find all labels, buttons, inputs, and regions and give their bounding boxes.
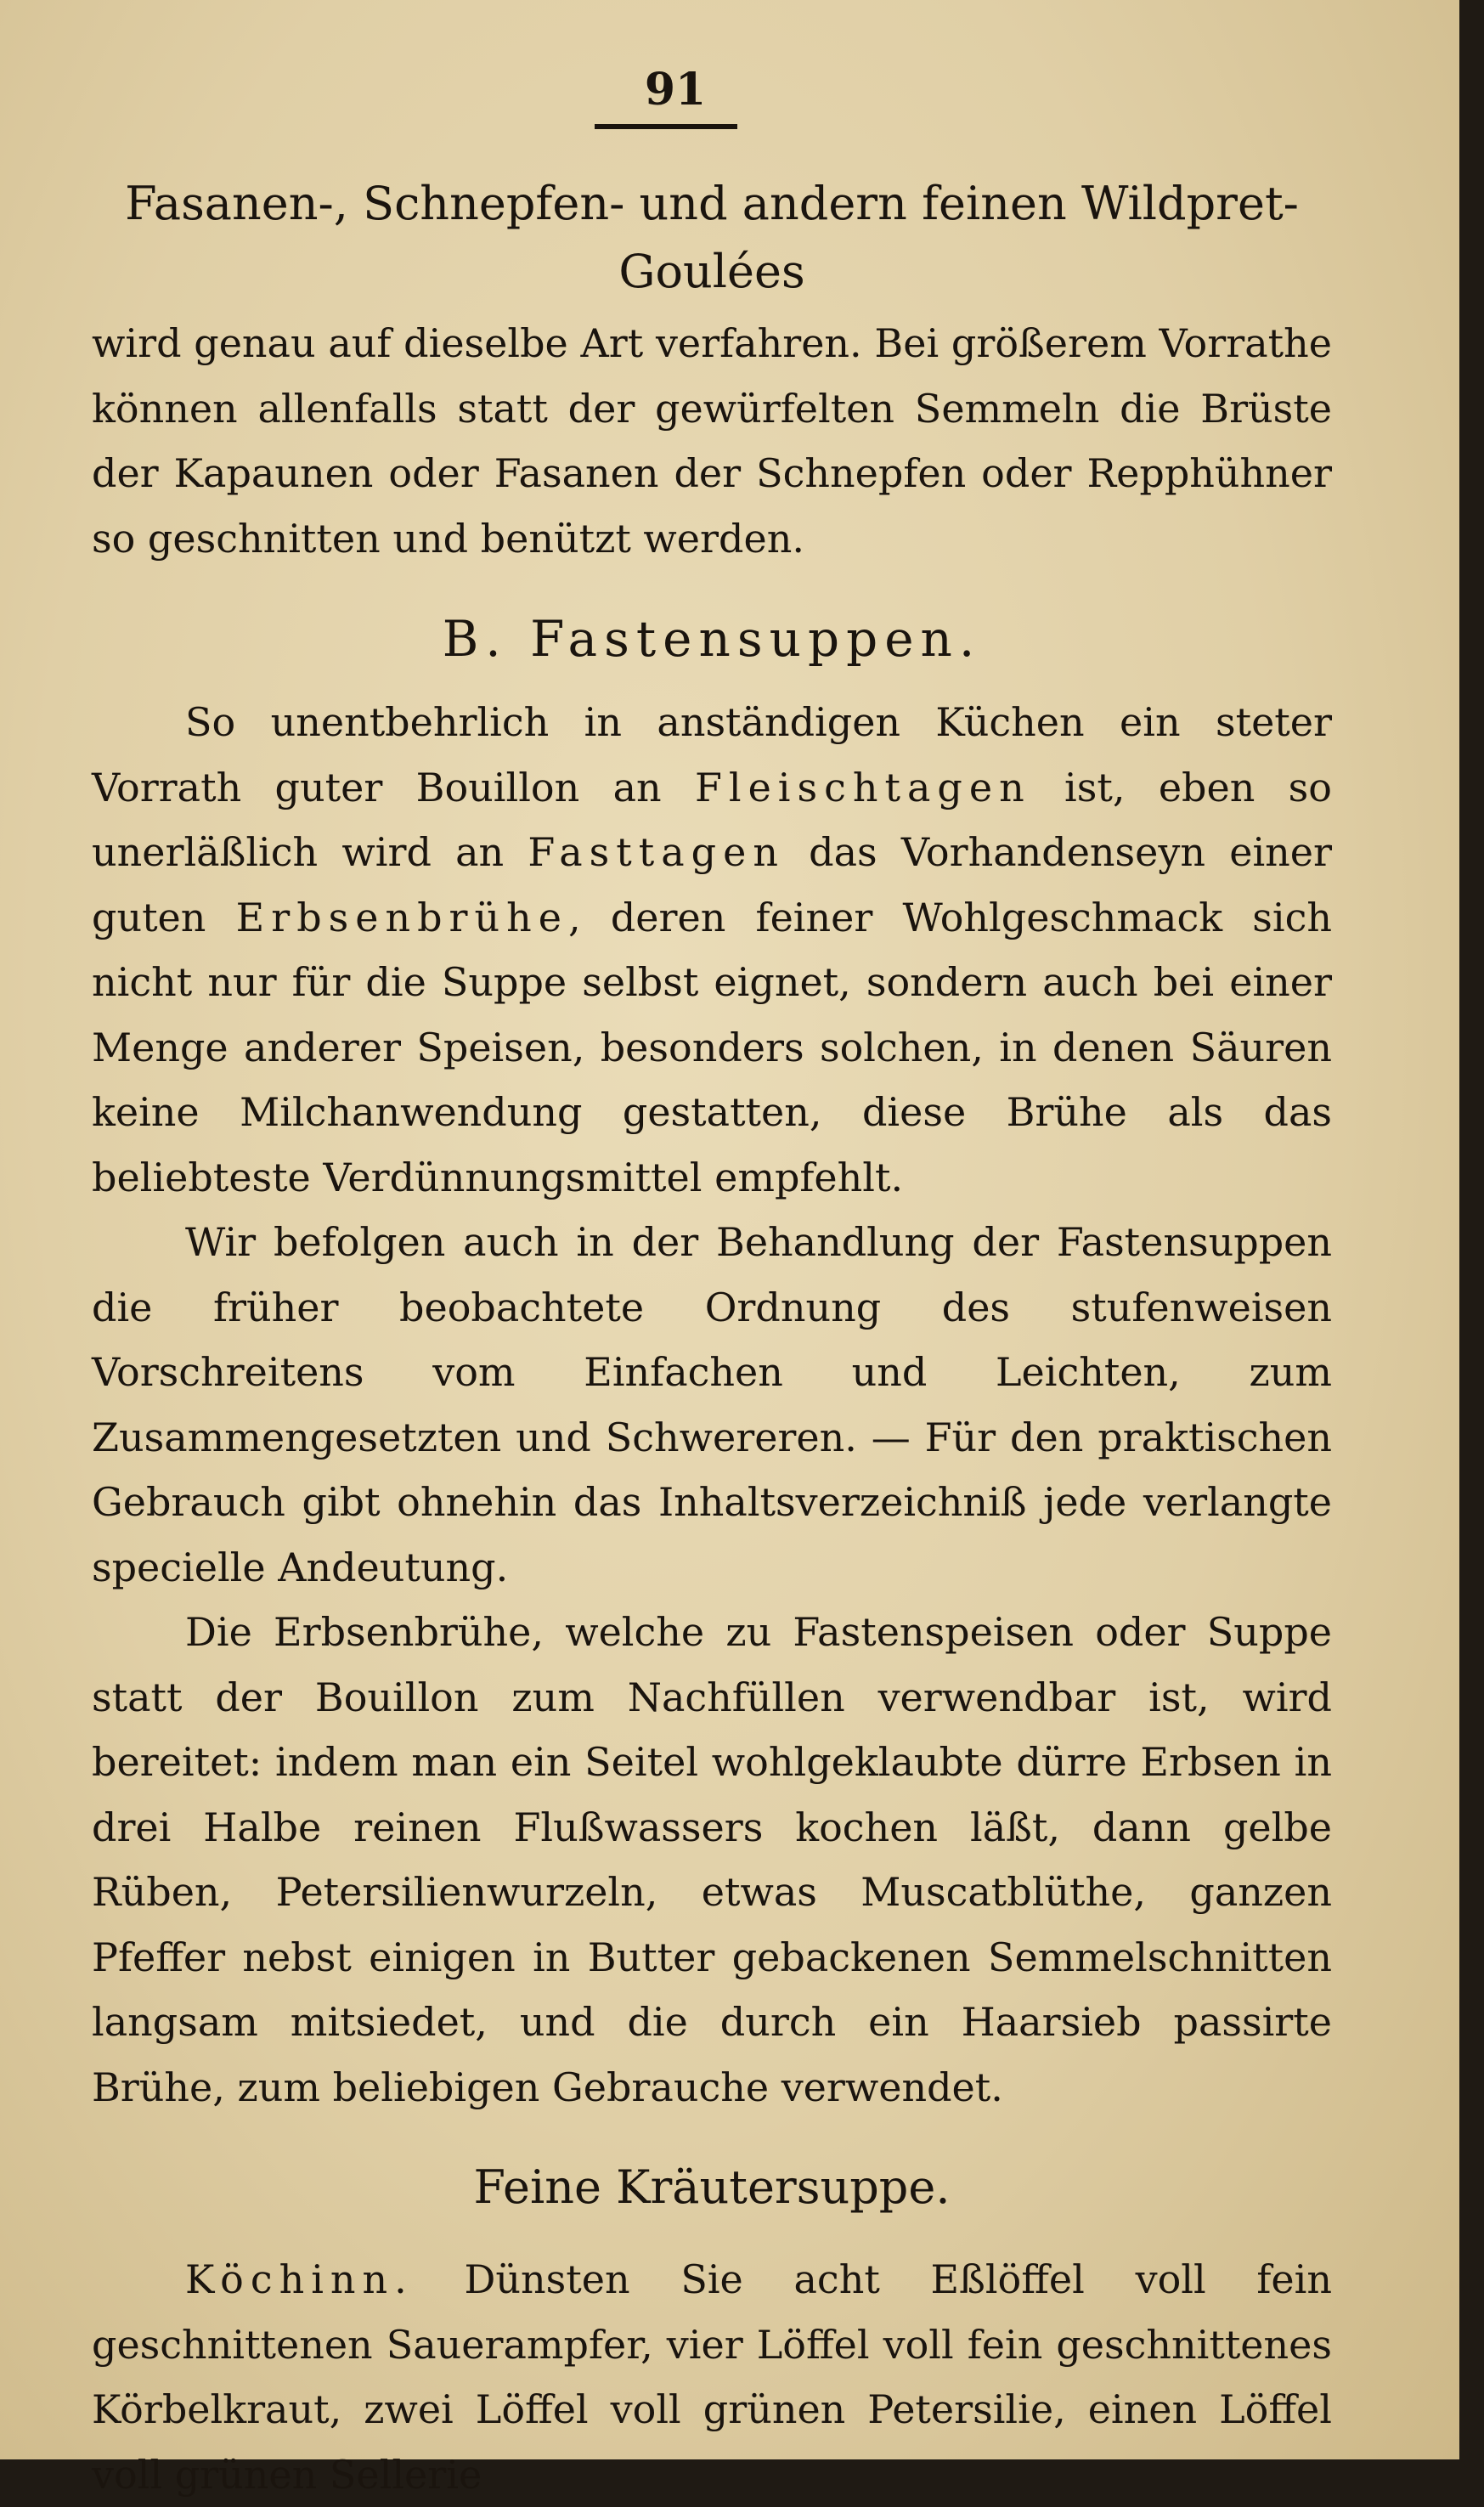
- recipe-heading: [92, 170, 1332, 238]
- paragraph-1-spaced-3: Erbsenbrühe: [235, 894, 569, 940]
- paragraph-1-spaced-2: Fasttagen: [528, 829, 785, 875]
- paragraph-1-part-1: So unentbehrlich in anständigen Küchen ein steter Vorrath guter Bouillon an: [92, 699, 1332, 810]
- recipe-heading-line-2: Goulées: [618, 245, 805, 298]
- page-number: 91: [644, 64, 707, 116]
- paragraph-1: [92, 690, 1332, 1210]
- paragraph-3: Die Erbsenbrühe, welche zu Fastenspeisen oder Suppe statt der Bouillon zum Nachfüllen verwendbar ist, wird bereitet: indem man ein Seitel wohlgeklaubte dürre Erbsen in drei Halbe reinen Flußwassers kochen läßt, dann gelbe Rüben, Petersilienwurzeln, etwas Muscatblüthe, ganzen Pfeffer nebst einigen in Butter gebackenen Semmelschnitten langsam mitsiedet, und die durch ein Haarsieb passirte Brühe, zum beliebigen Gebrauche verwendet.: [92, 1609, 1332, 2110]
- section-title: B. Fastensuppen.: [442, 610, 982, 668]
- page-number-rule: [595, 124, 737, 129]
- paragraph-1-part-3: das Vorhandenseyn einer guten: [92, 829, 1332, 940]
- paragraph-4-speaker: Köchinn.: [185, 2256, 414, 2302]
- paragraph-1-spaced-1: Fleischtagen: [694, 764, 1031, 810]
- recipe-subheading: Feine Kräutersuppe.: [473, 2160, 951, 2214]
- intro-paragraph: wird genau auf dieselbe Art verfahren. Bei größerem Vorrathe können allenfalls statt der gewürfelten Semmeln die Brüste der Kapaunen oder Fasanen der Schnepfen oder Repphühner so geschnitten und benützt werden.: [92, 320, 1332, 562]
- paragraph-4: [92, 2247, 1332, 2507]
- paragraph-4-text: Dünsten Sie acht Eßlöffel voll fein geschnittenen Sauerampfer, vier Löffel voll fein geschnittenes Körbelkraut, zwei Löffel voll grünen Petersilie, einen Löffel voll grünen Sellerie: [92, 2256, 1332, 2498]
- recipe-heading-line-1: Fasanen-, Schnepfen- und andern feinen Wildpret-: [125, 177, 1299, 230]
- page-content: [92, 170, 1332, 2507]
- paragraph-2: Wir befolgen auch in der Behandlung der Fastensuppen die früher beobachtete Ordnung des stufenweisen Vorschreitens vom Einfachen und Leichten, zum Zusammengesetzten und Schwereren. — Für den praktischen Gebrauch gibt ohnehin das Inhaltsverzeichniß jede verlangte specielle Andeutung.: [92, 1219, 1332, 1590]
- paragraph-1-part-2: ist, eben so unerläßlich wird an: [92, 764, 1332, 875]
- paragraph-1-part-4: , deren feiner Wohlgeschmack sich nicht nur für die Suppe selbst eignet, sondern auch bei einer Menge anderer Speisen, besonders solchen, in denen Säuren keine Milchanwendung gestatten, diese Brühe als das beliebteste Verdünnungsmittel empfehlt.: [92, 894, 1332, 1200]
- recipe-heading-sub: [92, 238, 1332, 306]
